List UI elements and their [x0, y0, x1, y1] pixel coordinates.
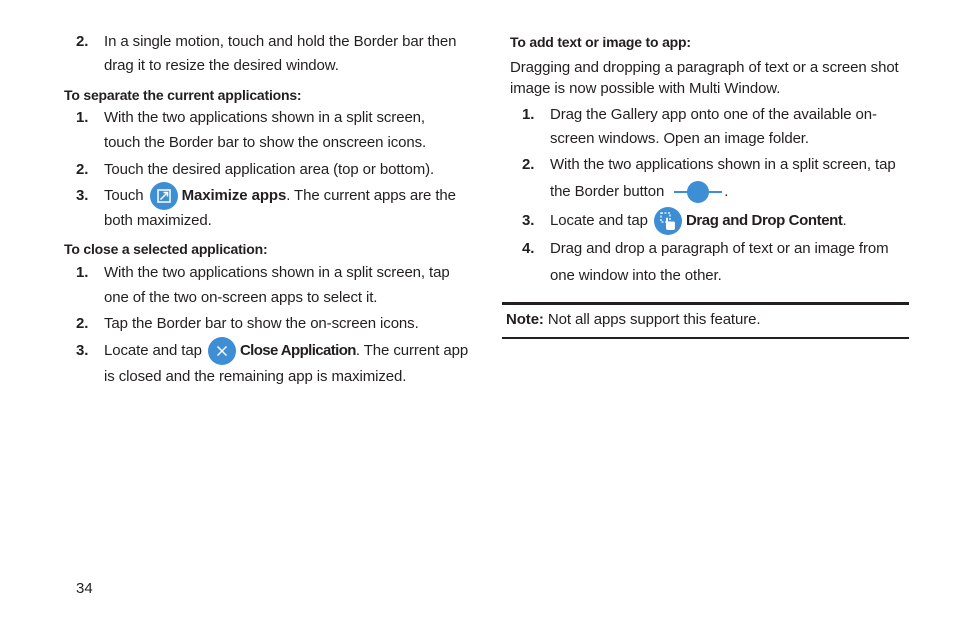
step-number: 1. [522, 106, 535, 123]
step-text-post: . The current app [355, 342, 469, 359]
maximize-apps-label: Maximize apps [181, 187, 287, 204]
maximize-icon [150, 182, 178, 210]
section-heading-separate: To separate the current applications: [64, 87, 302, 103]
step-text [104, 342, 468, 360]
step-text: In a single motion, touch and hold the Border bar then [104, 33, 457, 50]
section-heading-add: To add text or image to app: [510, 34, 691, 50]
step-number: 1. [76, 264, 89, 281]
step-number: 2. [76, 161, 89, 178]
note [506, 311, 760, 329]
step-number: 1. [76, 109, 89, 126]
intro-text: image is now possible with Multi Window. [510, 80, 781, 97]
step-text: Drag and drop a paragraph of text or an image from [550, 240, 889, 257]
close-application-label: Close Application [239, 342, 356, 359]
drag-drop-icon [654, 207, 682, 235]
step-text: Drag the Gallery app onto one of the available on- [550, 106, 877, 123]
step-text: one of the two on-screen apps to select it. [104, 289, 378, 306]
note-top-rule [502, 302, 909, 305]
step-text-post: . [842, 212, 847, 229]
intro-text: Dragging and dropping a paragraph of text or a screen shot [510, 59, 899, 76]
close-icon [208, 337, 236, 365]
step-text: screen windows. Open an image folder. [550, 130, 809, 147]
step-number: 3. [76, 187, 89, 204]
step-text: Touch the desired application area (top or bottom). [104, 161, 435, 178]
step-number: 3. [76, 342, 89, 359]
step-text: drag it to resize the desired window. [104, 57, 339, 74]
page-number: 34 [76, 580, 93, 597]
step-text [104, 187, 456, 205]
step-text-post: . [724, 183, 729, 200]
step-text: both maximized. [104, 212, 212, 229]
step-number: 2. [522, 156, 535, 173]
section-heading-close: To close a selected application: [64, 241, 268, 257]
drag-and-drop-content-label: Drag and Drop Content [685, 212, 843, 229]
step-text-pre: Touch [104, 187, 144, 204]
step-text: Tap the Border bar to show the on-screen icons. [104, 315, 419, 332]
step-number: 3. [522, 212, 535, 229]
note-label: Note: [506, 311, 544, 328]
step-text-post: . The current apps are the [286, 187, 456, 204]
step-text [550, 183, 728, 201]
step-number: 2. [76, 315, 89, 332]
step-text [550, 212, 847, 230]
step-text-pre: the Border button [550, 183, 665, 200]
step-text: With the two applications shown in a split screen, [104, 109, 425, 126]
note-text: Not all apps support this feature. [543, 311, 761, 328]
note-bottom-rule [502, 337, 909, 339]
step-text: With the two applications shown in a split screen, tap [550, 156, 896, 173]
step-text-pre: Locate and tap [104, 342, 202, 359]
step-number: 2. [76, 33, 89, 50]
step-text-pre: Locate and tap [550, 212, 648, 229]
step-text: touch the Border bar to show the onscreen icons. [104, 134, 427, 151]
step-text: With the two applications shown in a split screen, tap [104, 264, 450, 281]
step-text: is closed and the remaining app is maximized. [104, 368, 407, 385]
step-text: one window into the other. [550, 267, 722, 284]
step-number: 4. [522, 240, 535, 257]
border-button-icon [674, 181, 722, 203]
